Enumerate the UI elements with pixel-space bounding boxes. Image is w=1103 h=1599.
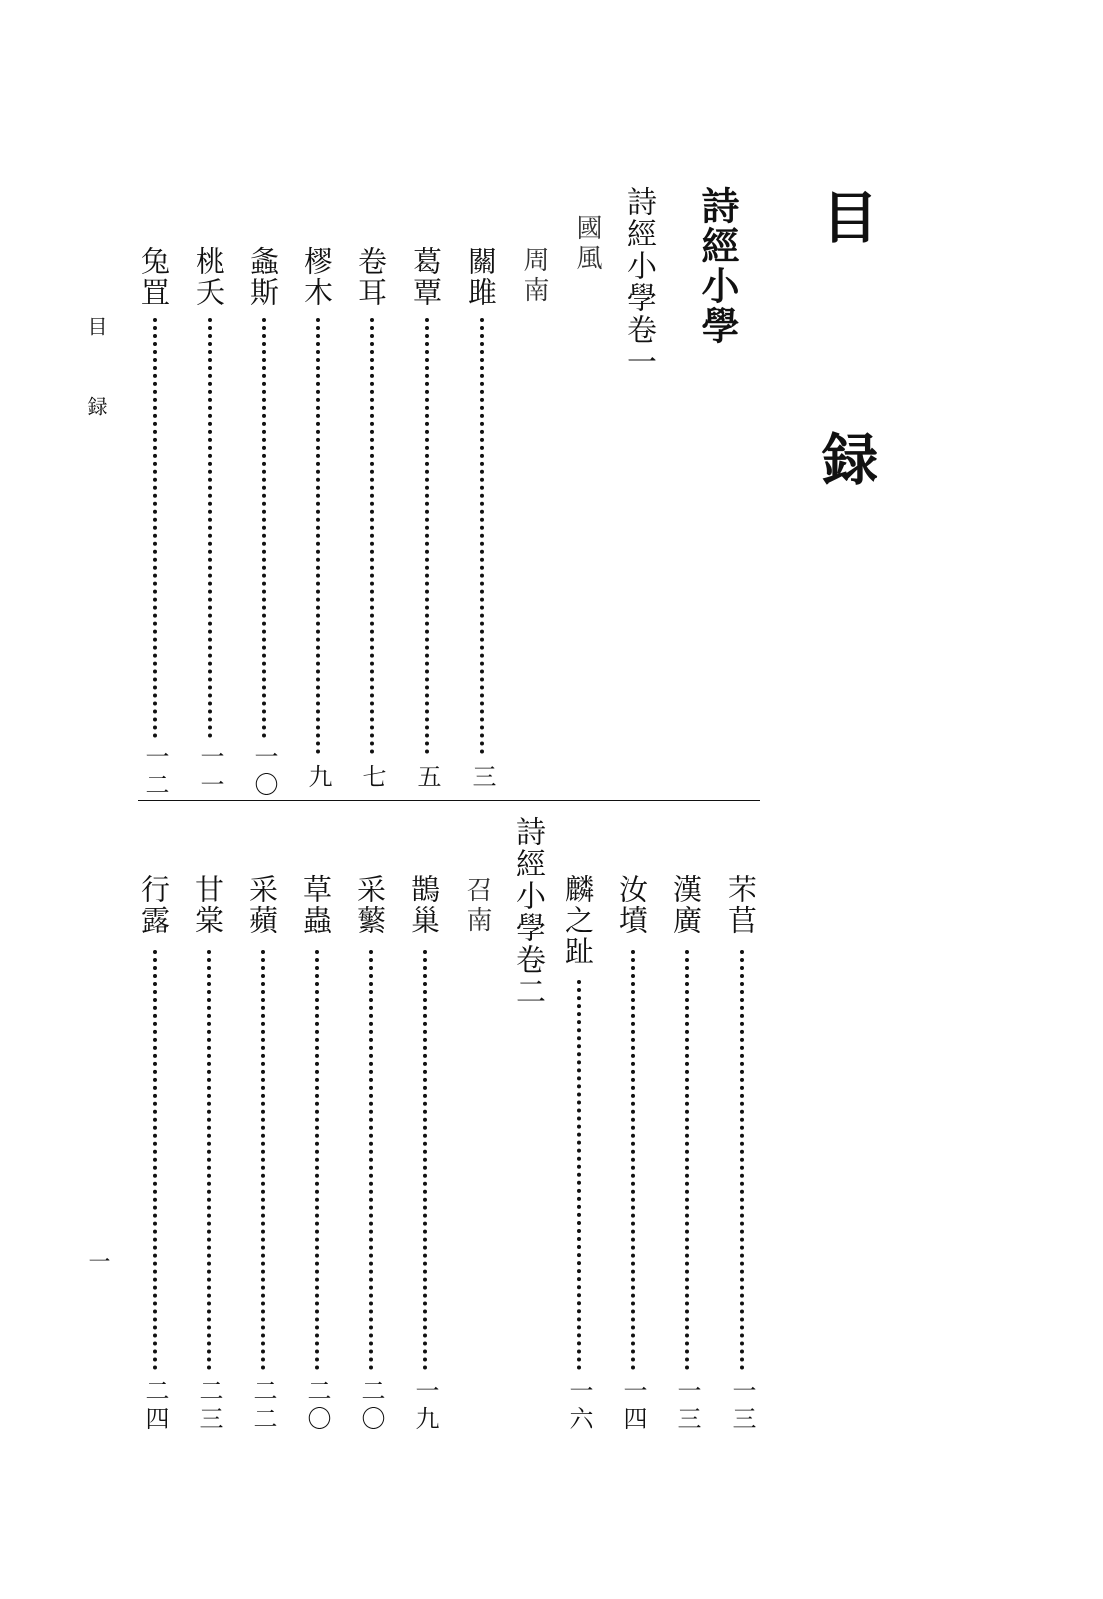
volume-heading: 詩經小學卷一 (621, 186, 656, 378)
toc-entry-title[interactable]: 甘棠 (191, 874, 225, 936)
toc-entry-title[interactable]: 螽斯 (246, 246, 280, 308)
leader-dots (208, 318, 216, 738)
toc-entry-title[interactable]: 芣苢 (724, 874, 758, 936)
toc-entry-page: 二二 (249, 1378, 277, 1434)
leader-dots (207, 950, 215, 1370)
toc-entry-title[interactable]: 行露 (137, 874, 171, 936)
leader-dots (153, 318, 161, 738)
leader-dots (577, 980, 585, 1370)
toc-entry-title[interactable]: 鵲巢 (407, 874, 441, 936)
section-divider (138, 800, 760, 801)
toc-entry-page: 七 (358, 764, 386, 792)
toc-entry-page: 九 (304, 764, 332, 792)
leader-dots (740, 950, 748, 1370)
toc-entry-title[interactable]: 采蘋 (245, 874, 279, 936)
toc-entry-page: 一二 (141, 744, 169, 800)
running-head: 目 録 (84, 316, 108, 434)
toc-entry-title[interactable]: 兔罝 (137, 246, 171, 308)
toc-entry-page: 二〇 (357, 1378, 385, 1434)
toc-entry-page: 一六 (565, 1378, 593, 1434)
book-title: 詩經小學 (695, 186, 740, 346)
toc-entry-page: 一三 (728, 1378, 756, 1434)
leader-dots (480, 318, 488, 754)
toc-entry-title[interactable]: 葛覃 (409, 246, 443, 308)
toc-entry-page: 二四 (141, 1378, 169, 1434)
toc-title: 目 録 (813, 188, 879, 546)
leader-dots (369, 950, 377, 1370)
toc-entry-title[interactable]: 汝墳 (615, 874, 649, 936)
section-heading: 召南 (462, 876, 492, 936)
toc-entry-title[interactable]: 草蟲 (299, 874, 333, 936)
toc-entry-title[interactable]: 關雎 (464, 246, 498, 308)
toc-entry-title[interactable]: 卷耳 (354, 246, 388, 308)
leader-dots (262, 318, 270, 738)
toc-entry-page: 一三 (673, 1378, 701, 1434)
volume-heading: 詩經小學卷二 (510, 816, 545, 1008)
leader-dots (261, 950, 269, 1370)
toc-entry-page: 三 (468, 764, 496, 792)
leader-dots (425, 318, 433, 754)
toc-entry-title[interactable]: 漢廣 (669, 874, 703, 936)
leader-dots (631, 950, 639, 1370)
leader-dots (316, 318, 324, 754)
leader-dots (423, 950, 431, 1370)
leader-dots (153, 950, 161, 1370)
toc-entry-page: 五 (413, 764, 441, 792)
folio-number: 一 (85, 1250, 110, 1272)
leader-dots (370, 318, 378, 754)
part-heading: 國風 (572, 214, 602, 274)
toc-entry-page: 二三 (195, 1378, 223, 1434)
toc-entry-page: 一九 (411, 1378, 439, 1434)
toc-entry-page: 一〇 (250, 744, 278, 800)
toc-entry-title[interactable]: 采蘩 (353, 874, 387, 936)
toc-entry-title[interactable]: 麟之趾 (561, 874, 595, 967)
leader-dots (685, 950, 693, 1370)
toc-entry-title[interactable]: 桃夭 (192, 246, 226, 308)
toc-entry-page: 一四 (619, 1378, 647, 1434)
toc-entry-page: 二〇 (303, 1378, 331, 1434)
toc-entry-title[interactable]: 樛木 (300, 246, 334, 308)
leader-dots (315, 950, 323, 1370)
section-heading: 周南 (519, 246, 549, 306)
toc-entry-page: 一一 (196, 744, 224, 800)
